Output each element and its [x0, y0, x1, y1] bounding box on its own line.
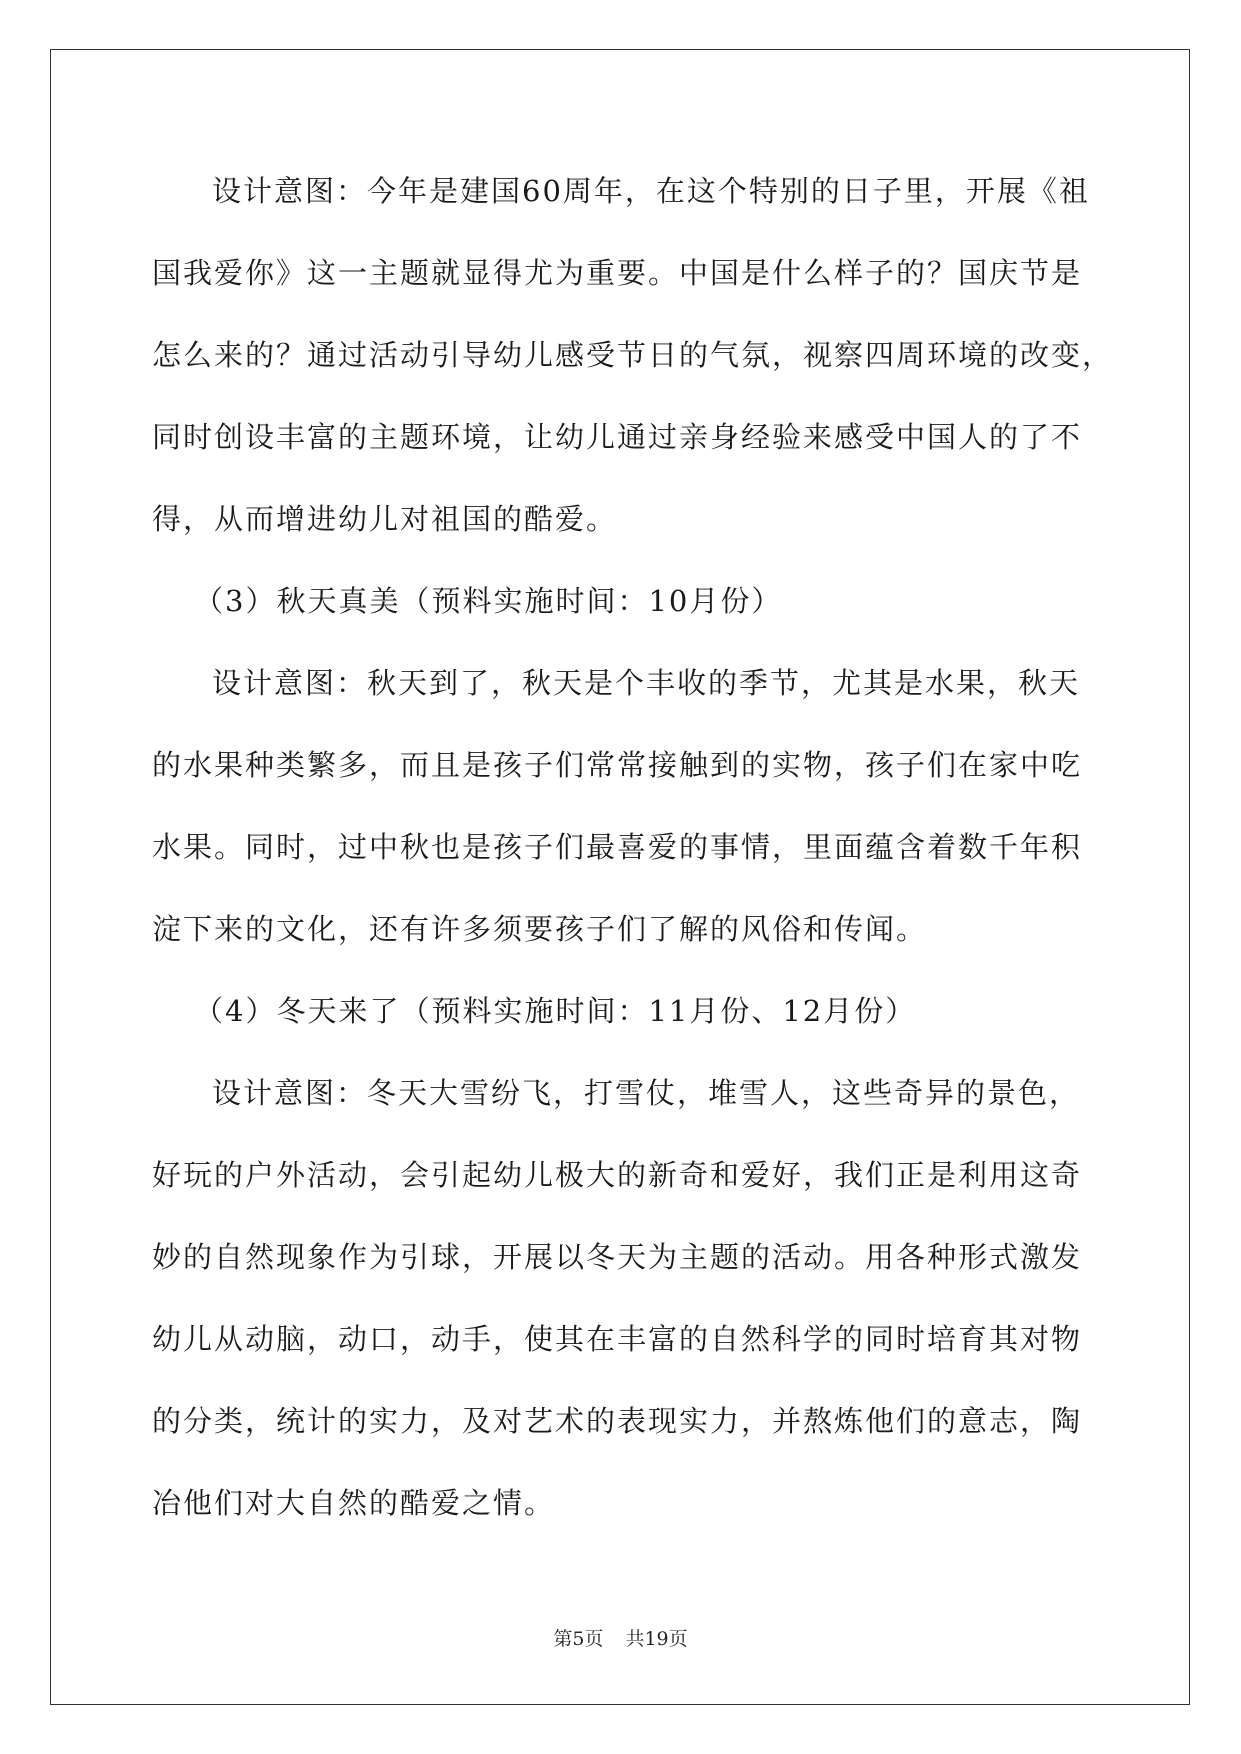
section-heading: （4）冬天来了（预料实施时间：11月份、12月份） — [194, 994, 917, 1028]
paragraph-line: 的分类，统计的实力，及对艺术的表现实力，并熬炼他们的意志，陶 — [152, 1404, 1083, 1438]
paragraph-line: 设计意图：今年是建国60周年，在这个特别的日子里，开展《祖 — [212, 174, 1090, 208]
paragraph-line: 怎么来的？通过活动引导幼儿感受节日的气氛，视察四周环境的改变， — [152, 338, 1114, 372]
paragraph-line: 妙的自然现象作为引球，开展以冬天为主题的活动。用各种形式激发 — [152, 1240, 1083, 1274]
paragraph-line: 设计意图：秋天到了，秋天是个丰收的季节，尤其是水果，秋天 — [212, 666, 1081, 700]
paragraph-line: 同时创设丰富的主题环境，让幼儿通过亲身经验来感受中国人的了不 — [152, 420, 1083, 454]
paragraph-line: 淀下来的文化，还有许多须要孩子们了解的风俗和传闻。 — [152, 912, 928, 946]
page-total: 共19页 — [625, 1628, 688, 1650]
paragraph-line: 得，从而增进幼儿对祖国的酷爱。 — [152, 502, 618, 536]
paragraph-line: 国我爱你》这一主题就显得尤为重要。中国是什么样子的？国庆节是 — [152, 256, 1083, 290]
paragraph-line: 的水果种类繁多，而且是孩子们常常接触到的实物，孩子们在家中吃 — [152, 748, 1083, 782]
document-body — [152, 150, 1114, 1544]
section-heading: （3）秋天真美（预料实施时间：10月份） — [194, 584, 783, 618]
paragraph-line: 水果。同时，过中秋也是孩子们最喜爱的事情，里面蕴含着数千年积 — [152, 830, 1083, 864]
paragraph-line: 好玩的户外活动，会引起幼儿极大的新奇和爱好，我们正是利用这奇 — [152, 1158, 1083, 1192]
paragraph-line: 设计意图：冬天大雪纷飞，打雪仗，堆雪人，这些奇异的景色， — [212, 1076, 1081, 1110]
page-number: 第5页 — [553, 1628, 604, 1650]
page-footer — [0, 1624, 1241, 1651]
paragraph-line: 幼儿从动脑，动口，动手，使其在丰富的自然科学的同时培育其对物 — [152, 1322, 1083, 1356]
paragraph-line: 冶他们对大自然的酷爱之情。 — [152, 1486, 556, 1520]
